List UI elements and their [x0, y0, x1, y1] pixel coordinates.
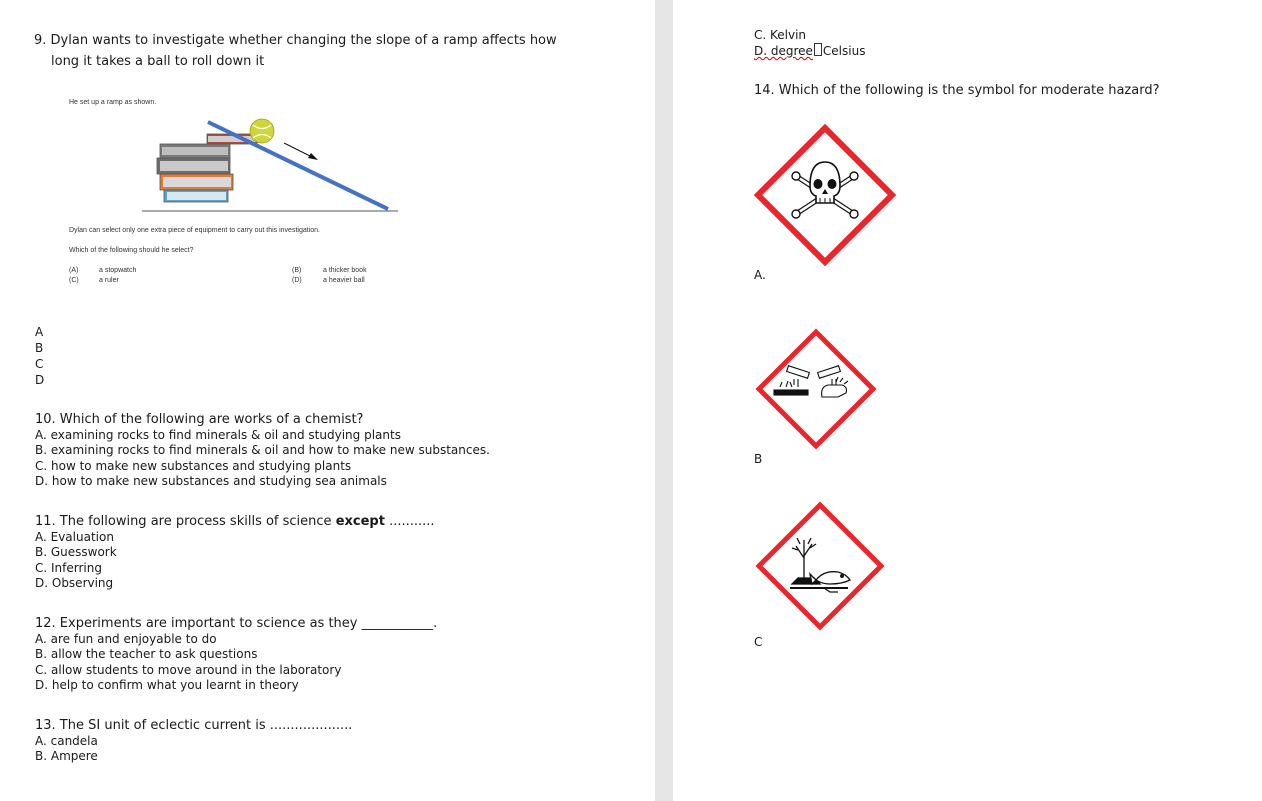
figure-option-a-letter: (A) [69, 267, 79, 274]
q11-question [35, 514, 435, 530]
text-cursor-marker [814, 43, 822, 56]
q14-label-a: A. [754, 268, 766, 282]
figure-option-c-text: a ruler [99, 277, 119, 284]
figure-select-text: Dylan can select only one extra piece of equipment to carry out this investigation. [69, 227, 320, 234]
corrosive-icon [754, 327, 878, 451]
q11-question-bold: except [335, 514, 385, 529]
q9-answer-b: B [35, 341, 44, 355]
q10-question: 10. Which of the following are works of a chemist? [35, 412, 364, 427]
q9-answer-c: C [35, 357, 44, 371]
q10-option-a: A. examining rocks to find minerals & oil and studying plants [35, 428, 401, 442]
figure-setup-text: He set up a ramp as shown. [69, 99, 157, 106]
figure-option-a-text: a stopwatch [99, 267, 137, 274]
q9-answer-a: A [35, 325, 44, 339]
q10-option-b: B. examining rocks to find minerals & oil and how to make new substances. [35, 443, 490, 457]
q13-option-d [754, 43, 865, 59]
q13-option-b: B. Ampere [35, 749, 98, 763]
skull-and-crossbones-icon [754, 124, 896, 266]
q11-option-d: D. Observing [35, 576, 114, 590]
q14-label-b: B [754, 452, 763, 466]
ramp-plank [208, 122, 388, 209]
q11-question-suffix: ........... [389, 514, 435, 529]
figure-option-b-letter: (B) [292, 267, 302, 274]
q13-option-d-suffix: Celsius [822, 44, 866, 58]
q13-question: 13. The SI unit of eclectic current is .................... [35, 718, 353, 733]
q9-line2: long it takes a ball to roll down it [51, 54, 265, 69]
q14-question: 14. Which of the following is the symbol for moderate hazard? [754, 83, 1160, 98]
q12-option-b: B. allow the teacher to ask questions [35, 647, 258, 661]
q11-option-c: C. Inferring [35, 561, 102, 575]
ball-icon [250, 119, 274, 143]
figure-option-d-text: a heavier ball [323, 277, 365, 284]
q12-question: 12. Experiments are important to science as they ___________. [35, 616, 438, 631]
q9-line1: 9. Dylan wants to investigate whether changing the slope of a ramp affects how [34, 33, 557, 48]
q13-option-a: A. candela [35, 734, 98, 748]
q12-option-d: D. help to confirm what you learnt in theory [35, 678, 299, 692]
q9-answer-d: D [35, 373, 45, 387]
arrow-icon [284, 143, 312, 157]
q12-option-a: A. are fun and enjoyable to do [35, 632, 217, 646]
q13-option-c: C. Kelvin [754, 28, 807, 42]
environment-hazard-icon [754, 500, 886, 632]
figure-question-text: Which of the following should he select? [69, 247, 194, 254]
q10-option-d: D. how to make new substances and studying sea animals [35, 474, 387, 488]
q11-option-a: A. Evaluation [35, 530, 114, 544]
q13-option-d-prefix: D. degree [754, 44, 813, 58]
figure-option-b-text: a thicker book [323, 267, 367, 274]
q14-label-c: C [754, 635, 763, 649]
page-right [673, 0, 1262, 801]
q12-option-c: C. allow students to move around in the laboratory [35, 663, 342, 677]
ramp-illustration [140, 112, 410, 217]
q11-option-b: B. Guesswork [35, 545, 117, 559]
q11-question-prefix: 11. The following are process skills of science [35, 514, 332, 529]
figure-option-c-letter: (C) [69, 277, 79, 284]
figure-option-d-letter: (D) [292, 277, 302, 284]
q10-option-c: C. how to make new substances and studying plants [35, 459, 352, 473]
books-stack-icon [157, 134, 257, 202]
